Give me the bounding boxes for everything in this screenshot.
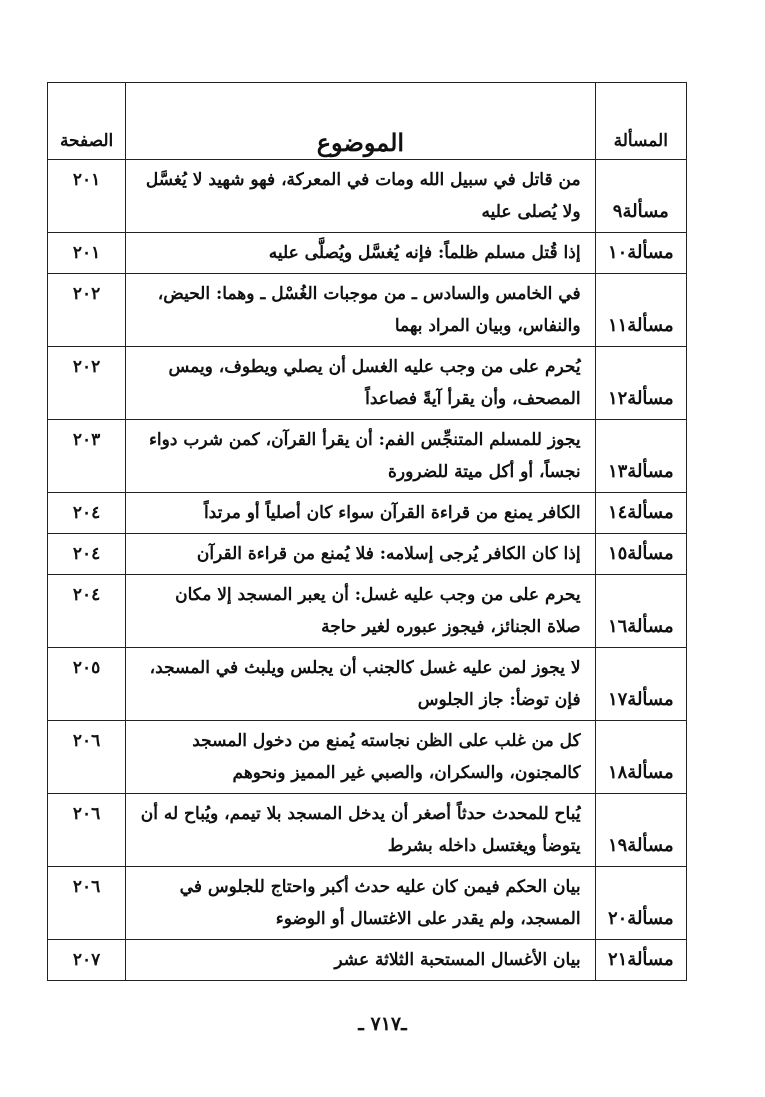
row-topic: كل من غلب على الظن نجاسته يُمنع من دخول المسجد كالمجنون، والسكران، والصبي غير المميز ونحوهم <box>126 721 595 794</box>
row-topic: من قاتل في سبيل الله ومات في المعركة، فهو شهيد لا يُغسَّل ولا يُصلى عليه <box>126 160 595 233</box>
row-page: ٢٠٤ <box>48 534 126 575</box>
table-row <box>48 721 687 794</box>
table-row <box>48 575 687 648</box>
row-number: مسألة١١ <box>595 274 686 347</box>
row-topic: بيان الأغسال المستحبة الثلاثة عشر <box>126 940 595 981</box>
row-number: مسألة١٣ <box>595 420 686 493</box>
row-page: ٢٠٦ <box>48 867 126 940</box>
row-page: ٢٠٥ <box>48 648 126 721</box>
row-topic: في الخامس والسادس ـ من موجبات الغُسْل ـ وهما: الحيض، والنفاس، وبيان المراد بهما <box>126 274 595 347</box>
row-page: ٢٠٧ <box>48 940 126 981</box>
table-row <box>48 648 687 721</box>
table-row <box>48 233 687 274</box>
row-page: ٢٠٦ <box>48 794 126 867</box>
row-number: مسألة١٥ <box>595 534 686 575</box>
row-topic: يجوز للمسلم المتنجِّس الفم: أن يقرأ القرآن، كمن شرب دواء نجساً، أو أكل ميتة للضرورة <box>126 420 595 493</box>
row-number: مسألة٢٠ <box>595 867 686 940</box>
row-number: مسألة١٢ <box>595 347 686 420</box>
header-page: الصفحة <box>48 83 126 160</box>
row-number: مسألة١٦ <box>595 575 686 648</box>
row-number: مسألة١٠ <box>595 233 686 274</box>
header-number: المسألة <box>595 83 686 160</box>
row-page: ٢٠٦ <box>48 721 126 794</box>
row-number: مسألة١٧ <box>595 648 686 721</box>
row-number: مسألة٩ <box>595 160 686 233</box>
table-row <box>48 347 687 420</box>
row-page: ٢٠٣ <box>48 420 126 493</box>
row-page: ٢٠١ <box>48 160 126 233</box>
table-row <box>48 940 687 981</box>
table-row <box>48 274 687 347</box>
table-header-row <box>48 83 687 160</box>
row-topic: بيان الحكم فيمن كان عليه حدث أكبر واحتاج للجلوس في المسجد، ولم يقدر على الاغتسال أو الوضوء <box>126 867 595 940</box>
row-page: ٢٠٤ <box>48 575 126 648</box>
table-body <box>48 160 687 981</box>
row-topic: إذا كان الكافر يُرجى إسلامه: فلا يُمنع من قراءة القرآن <box>126 534 595 575</box>
row-topic: الكافر يمنع من قراءة القرآن سواء كان أصلياً أو مرتداً <box>126 493 595 534</box>
header-topic: الموضوع <box>126 83 595 160</box>
table-row <box>48 794 687 867</box>
row-number: مسألة١٤ <box>595 493 686 534</box>
row-page: ٢٠٢ <box>48 274 126 347</box>
row-topic: يحرم على من وجب عليه غسل: أن يعبر المسجد إلا مكان صلاة الجنائز، فيجوز عبوره لغير حاجة <box>126 575 595 648</box>
row-number: مسألة١٨ <box>595 721 686 794</box>
row-page: ٢٠٢ <box>48 347 126 420</box>
row-topic: يُباح للمحدث حدثاً أصغر أن يدخل المسجد بلا تيمم، ويُباح له أن يتوضأ ويغتسل داخله بشرط <box>126 794 595 867</box>
row-number: مسألة٢١ <box>595 940 686 981</box>
table-row <box>48 493 687 534</box>
table-row <box>48 160 687 233</box>
row-topic: إذا قُتل مسلم ظلماً: فإنه يُغسَّل ويُصلَّى عليه <box>126 233 595 274</box>
contents-table <box>47 82 687 981</box>
table-row <box>48 534 687 575</box>
row-topic: لا يجوز لمن عليه غسل كالجنب أن يجلس ويلبث في المسجد، فإن توضأ: جاز الجلوس <box>126 648 595 721</box>
row-number: مسألة١٩ <box>595 794 686 867</box>
table-row <box>48 420 687 493</box>
row-page: ٢٠٤ <box>48 493 126 534</box>
page-number: ـ٧١٧ ـ <box>358 1013 407 1035</box>
table-row <box>48 867 687 940</box>
row-page: ٢٠١ <box>48 233 126 274</box>
row-topic: يُحرم على من وجب عليه الغسل أن يصلي ويطوف، ويمس المصحف، وأن يقرأ آيةً فصاعداً <box>126 347 595 420</box>
